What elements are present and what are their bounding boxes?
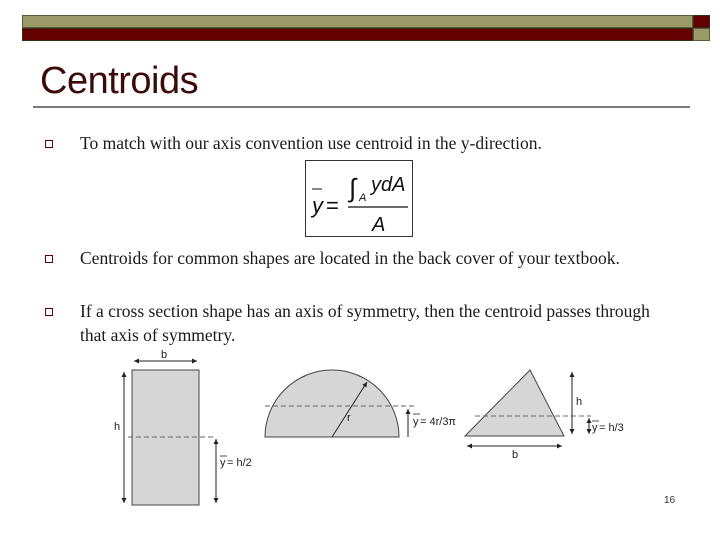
page-number: 16 <box>664 495 676 506</box>
slide-title: Centroids <box>40 60 199 102</box>
semicircle-radius-label: r <box>347 412 351 424</box>
semicircle-centroid-label: = 4r/3π <box>420 416 457 428</box>
semicircle-centroid-bar: y <box>413 416 419 428</box>
triangle-width-label: b <box>512 449 519 461</box>
formula-lhs: y <box>312 193 323 218</box>
formula-denominator: A <box>372 214 386 236</box>
integral-sign: ∫ <box>349 173 357 203</box>
triangle-centroid-bar: y <box>592 422 598 434</box>
bullet-text: To match with our axis convention use centroid in the y-direction. <box>80 133 542 153</box>
triangle-height-label: h <box>576 396 583 408</box>
integral-subscript: A <box>359 192 367 204</box>
rect-centroid-bar: y <box>220 457 226 469</box>
bullet-text: If a cross section shape has an axis of symmetry, then the centroid passes through that axis of symmetry. <box>80 301 650 345</box>
formula-numerator: ydA <box>371 174 406 196</box>
triangle-figure <box>465 370 624 461</box>
rect-height-label: h <box>114 421 121 433</box>
rect-centroid-label: = h/2 <box>227 457 252 469</box>
rect-width-label: b <box>161 349 168 361</box>
formula-equals: = <box>326 193 339 218</box>
triangle-centroid-label: = h/3 <box>599 422 624 434</box>
bullet-text: Centroids for common shapes are located in the back cover of your textbook. <box>80 248 620 268</box>
semicircle-figure <box>265 370 456 437</box>
rectangle-figure <box>114 349 252 505</box>
